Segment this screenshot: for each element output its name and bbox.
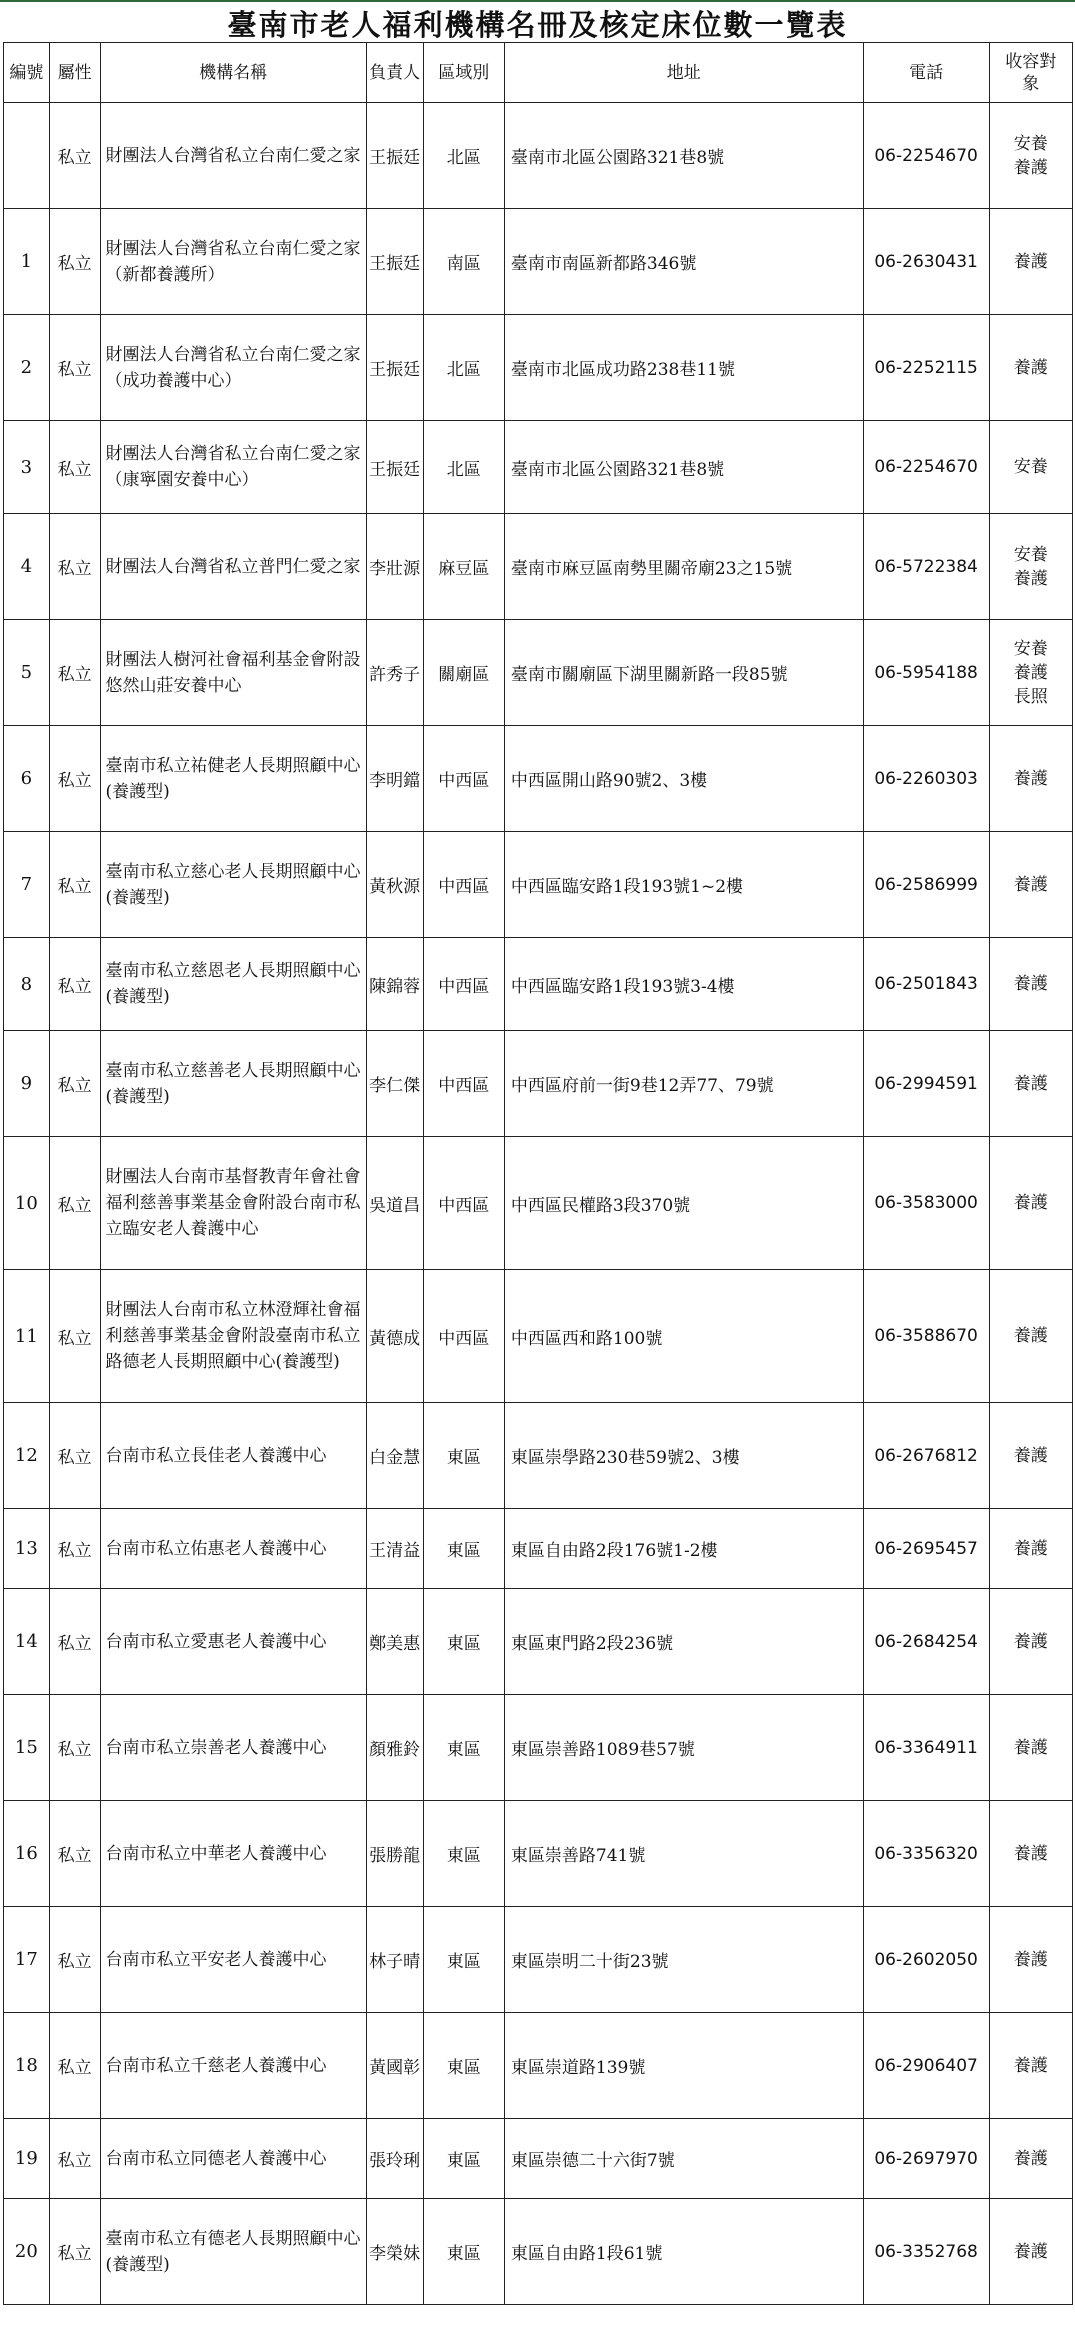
cell-type: 私立	[49, 2199, 100, 2305]
cell-address: 中西區臨安路1段193號3-4樓	[504, 938, 863, 1031]
cell-phone: 06-5722384	[863, 514, 989, 620]
cell-phone: 06-2684254	[863, 1589, 989, 1695]
header-no: 編號	[4, 43, 50, 103]
cell-type: 私立	[49, 1270, 100, 1403]
cell-type: 私立	[49, 2119, 100, 2199]
cell-no: 14	[4, 1589, 50, 1695]
cell-name: 臺南市私立慈心老人長期照顧中心(養護型)	[100, 832, 366, 938]
cell-no: 11	[4, 1270, 50, 1403]
cell-phone: 06-2586999	[863, 832, 989, 938]
cell-owner: 吳道昌	[366, 1137, 423, 1270]
cell-address: 東區崇明二十街23號	[504, 1907, 863, 2013]
header-phone: 電話	[863, 43, 989, 103]
cell-district: 中西區	[423, 832, 504, 938]
cell-no	[4, 103, 50, 209]
cell-district: 東區	[423, 1589, 504, 1695]
cell-no: 8	[4, 938, 50, 1031]
cell-address: 中西區府前一街9巷12弄77、79號	[504, 1031, 863, 1137]
cell-type: 私立	[49, 1695, 100, 1801]
cell-name: 台南市私立長佳老人養護中心	[100, 1403, 366, 1509]
cell-no: 5	[4, 620, 50, 726]
table-row	[4, 514, 1073, 620]
top-accent-line	[0, 0, 1075, 2]
cell-district: 關廟區	[423, 620, 504, 726]
table-row	[4, 1589, 1073, 1695]
cell-owner: 王振廷	[366, 421, 423, 514]
cell-service: 安養 養護	[989, 514, 1072, 620]
cell-phone: 06-2260303	[863, 726, 989, 832]
cell-phone: 06-2906407	[863, 2013, 989, 2119]
header-owner: 負責人	[366, 43, 423, 103]
cell-address: 臺南市麻豆區南勢里關帝廟23之15號	[504, 514, 863, 620]
cell-owner: 王振廷	[366, 209, 423, 315]
cell-district: 北區	[423, 421, 504, 514]
institution-table	[3, 42, 1073, 2305]
cell-address: 東區自由路2段176號1-2樓	[504, 1509, 863, 1589]
cell-type: 私立	[49, 1403, 100, 1509]
cell-district: 東區	[423, 1403, 504, 1509]
cell-owner: 許秀子	[366, 620, 423, 726]
cell-name: 臺南市私立有德老人長期照顧中心(養護型)	[100, 2199, 366, 2305]
cell-type: 私立	[49, 209, 100, 315]
cell-no: 10	[4, 1137, 50, 1270]
page-title: 臺南市老人福利機構名冊及核定床位數一覽表	[227, 8, 848, 42]
cell-name: 台南市私立平安老人養護中心	[100, 1907, 366, 2013]
cell-no: 20	[4, 2199, 50, 2305]
cell-owner: 黃國彰	[366, 2013, 423, 2119]
cell-address: 臺南市北區成功路238巷11號	[504, 315, 863, 421]
cell-type: 私立	[49, 2013, 100, 2119]
cell-district: 東區	[423, 1907, 504, 2013]
cell-owner: 李明鐺	[366, 726, 423, 832]
cell-service: 養護	[989, 1801, 1072, 1907]
cell-no: 9	[4, 1031, 50, 1137]
cell-owner: 黃德成	[366, 1270, 423, 1403]
cell-no: 19	[4, 2119, 50, 2199]
cell-district: 東區	[423, 2199, 504, 2305]
cell-service: 養護	[989, 938, 1072, 1031]
cell-type: 私立	[49, 832, 100, 938]
header-district: 區域別	[423, 43, 504, 103]
table-row	[4, 1137, 1073, 1270]
cell-service: 養護	[989, 1137, 1072, 1270]
cell-name: 臺南市私立祐健老人長期照顧中心(養護型)	[100, 726, 366, 832]
cell-owner: 黃秋源	[366, 832, 423, 938]
table-row	[4, 2013, 1073, 2119]
cell-owner: 張玲琍	[366, 2119, 423, 2199]
cell-district: 北區	[423, 315, 504, 421]
cell-district: 中西區	[423, 1137, 504, 1270]
cell-no: 3	[4, 421, 50, 514]
cell-address: 東區崇善路741號	[504, 1801, 863, 1907]
cell-type: 私立	[49, 421, 100, 514]
cell-district: 東區	[423, 1695, 504, 1801]
cell-owner: 李榮妹	[366, 2199, 423, 2305]
cell-name: 財團法人台灣省私立台南仁愛之家	[100, 103, 366, 209]
cell-name: 財團法人台南市私立林澄輝社會福利慈善事業基金會附設臺南市私立路德老人長期照顧中心(養護型)	[100, 1270, 366, 1403]
cell-no: 13	[4, 1509, 50, 1589]
cell-phone: 06-2630431	[863, 209, 989, 315]
cell-name: 台南市私立愛惠老人養護中心	[100, 1589, 366, 1695]
table-row	[4, 938, 1073, 1031]
cell-type: 私立	[49, 1589, 100, 1695]
cell-name: 台南市私立千慈老人養護中心	[100, 2013, 366, 2119]
cell-phone: 06-2994591	[863, 1031, 989, 1137]
cell-district: 東區	[423, 1801, 504, 1907]
cell-owner: 王清益	[366, 1509, 423, 1589]
cell-address: 中西區民權路3段370號	[504, 1137, 863, 1270]
cell-owner: 白金慧	[366, 1403, 423, 1509]
cell-service: 養護	[989, 1509, 1072, 1589]
cell-address: 東區崇善路1089巷57號	[504, 1695, 863, 1801]
table-row	[4, 1031, 1073, 1137]
table-row	[4, 103, 1073, 209]
cell-phone: 06-2676812	[863, 1403, 989, 1509]
cell-service: 養護	[989, 209, 1072, 315]
cell-district: 東區	[423, 2013, 504, 2119]
header-row	[4, 43, 1073, 103]
cell-phone: 06-3364911	[863, 1695, 989, 1801]
cell-name: 台南市私立同德老人養護中心	[100, 2119, 366, 2199]
cell-name: 財團法人樹河社會福利基金會附設悠然山莊安養中心	[100, 620, 366, 726]
cell-district: 中西區	[423, 938, 504, 1031]
cell-phone: 06-2697970	[863, 2119, 989, 2199]
table-row	[4, 1403, 1073, 1509]
cell-service: 養護	[989, 726, 1072, 832]
table-row	[4, 1695, 1073, 1801]
cell-phone: 06-2254670	[863, 421, 989, 514]
header-type: 屬性	[49, 43, 100, 103]
table-row	[4, 832, 1073, 938]
cell-phone: 06-2695457	[863, 1509, 989, 1589]
cell-address: 東區崇道路139號	[504, 2013, 863, 2119]
header-name: 機構名稱	[100, 43, 366, 103]
cell-service: 養護	[989, 1403, 1072, 1509]
table-body	[4, 103, 1073, 2305]
cell-no: 7	[4, 832, 50, 938]
cell-name: 財團法人台灣省私立台南仁愛之家（新都養護所）	[100, 209, 366, 315]
cell-district: 東區	[423, 1509, 504, 1589]
cell-name: 台南市私立佑惠老人養護中心	[100, 1509, 366, 1589]
cell-phone: 06-5954188	[863, 620, 989, 726]
cell-no: 2	[4, 315, 50, 421]
cell-name: 臺南市私立慈善老人長期照顧中心(養護型)	[100, 1031, 366, 1137]
header-service: 收容對象	[989, 43, 1072, 103]
cell-service: 養護	[989, 1270, 1072, 1403]
cell-type: 私立	[49, 1137, 100, 1270]
cell-district: 中西區	[423, 726, 504, 832]
cell-address: 東區崇學路230巷59號2、3樓	[504, 1403, 863, 1509]
table-row	[4, 1270, 1073, 1403]
cell-no: 18	[4, 2013, 50, 2119]
cell-district: 北區	[423, 103, 504, 209]
cell-no: 6	[4, 726, 50, 832]
table-row	[4, 2119, 1073, 2199]
cell-type: 私立	[49, 1801, 100, 1907]
cell-service: 養護	[989, 315, 1072, 421]
cell-owner: 王振廷	[366, 103, 423, 209]
cell-phone: 06-2602050	[863, 1907, 989, 2013]
cell-phone: 06-3356320	[863, 1801, 989, 1907]
cell-name: 財團法人台灣省私立普門仁愛之家	[100, 514, 366, 620]
cell-name: 財團法人台南市基督教青年會社會福利慈善事業基金會附設台南市私立臨安老人養護中心	[100, 1137, 366, 1270]
cell-owner: 鄭美惠	[366, 1589, 423, 1695]
cell-type: 私立	[49, 726, 100, 832]
cell-type: 私立	[49, 1509, 100, 1589]
header-address: 地址	[504, 43, 863, 103]
cell-owner: 王振廷	[366, 315, 423, 421]
cell-service: 養護	[989, 1907, 1072, 2013]
cell-name: 台南市私立中華老人養護中心	[100, 1801, 366, 1907]
cell-district: 中西區	[423, 1031, 504, 1137]
cell-service: 安養 養護 長照	[989, 620, 1072, 726]
cell-name: 臺南市私立慈恩老人長期照顧中心(養護型)	[100, 938, 366, 1031]
cell-no: 16	[4, 1801, 50, 1907]
table-row	[4, 209, 1073, 315]
cell-no: 4	[4, 514, 50, 620]
cell-address: 東區自由路1段61號	[504, 2199, 863, 2305]
table-row	[4, 1907, 1073, 2013]
cell-type: 私立	[49, 620, 100, 726]
cell-service: 養護	[989, 1695, 1072, 1801]
cell-no: 12	[4, 1403, 50, 1509]
cell-address: 臺南市北區公園路321巷8號	[504, 103, 863, 209]
cell-no: 15	[4, 1695, 50, 1801]
cell-phone: 06-2254670	[863, 103, 989, 209]
table-row	[4, 1509, 1073, 1589]
cell-phone: 06-2252115	[863, 315, 989, 421]
cell-owner: 顏雅鈴	[366, 1695, 423, 1801]
cell-service: 養護	[989, 1589, 1072, 1695]
cell-service: 安養 養護	[989, 103, 1072, 209]
cell-type: 私立	[49, 938, 100, 1031]
table-row	[4, 2199, 1073, 2305]
cell-owner: 林子晴	[366, 1907, 423, 2013]
cell-owner: 李壯源	[366, 514, 423, 620]
cell-address: 中西區開山路90號2、3樓	[504, 726, 863, 832]
cell-address: 中西區臨安路1段193號1~2樓	[504, 832, 863, 938]
cell-address: 中西區西和路100號	[504, 1270, 863, 1403]
cell-type: 私立	[49, 514, 100, 620]
cell-service: 養護	[989, 832, 1072, 938]
cell-district: 東區	[423, 2119, 504, 2199]
cell-owner: 陳錦蓉	[366, 938, 423, 1031]
cell-phone: 06-3588670	[863, 1270, 989, 1403]
cell-address: 東區崇德二十六街7號	[504, 2119, 863, 2199]
table-row	[4, 315, 1073, 421]
table-row	[4, 1801, 1073, 1907]
cell-type: 私立	[49, 103, 100, 209]
cell-no: 1	[4, 209, 50, 315]
cell-district: 中西區	[423, 1270, 504, 1403]
cell-address: 臺南市南區新都路346號	[504, 209, 863, 315]
cell-service: 養護	[989, 2199, 1072, 2305]
cell-phone: 06-2501843	[863, 938, 989, 1031]
table-row	[4, 421, 1073, 514]
cell-district: 南區	[423, 209, 504, 315]
cell-address: 臺南市關廟區下湖里關新路一段85號	[504, 620, 863, 726]
cell-no: 17	[4, 1907, 50, 2013]
cell-name: 財團法人台灣省私立台南仁愛之家（成功養護中心）	[100, 315, 366, 421]
cell-district: 麻豆區	[423, 514, 504, 620]
cell-phone: 06-3583000	[863, 1137, 989, 1270]
cell-type: 私立	[49, 315, 100, 421]
cell-service: 養護	[989, 2119, 1072, 2199]
cell-owner: 李仁傑	[366, 1031, 423, 1137]
cell-name: 財團法人台灣省私立台南仁愛之家（康寧園安養中心）	[100, 421, 366, 514]
table-row	[4, 620, 1073, 726]
cell-owner: 張勝龍	[366, 1801, 423, 1907]
cell-type: 私立	[49, 1907, 100, 2013]
cell-service: 養護	[989, 2013, 1072, 2119]
cell-type: 私立	[49, 1031, 100, 1137]
cell-service: 養護	[989, 1031, 1072, 1137]
cell-address: 臺南市北區公園路321巷8號	[504, 421, 863, 514]
cell-name: 台南市私立崇善老人養護中心	[100, 1695, 366, 1801]
cell-address: 東區東門路2段236號	[504, 1589, 863, 1695]
table-row	[4, 726, 1073, 832]
cell-service: 安養	[989, 421, 1072, 514]
cell-phone: 06-3352768	[863, 2199, 989, 2305]
